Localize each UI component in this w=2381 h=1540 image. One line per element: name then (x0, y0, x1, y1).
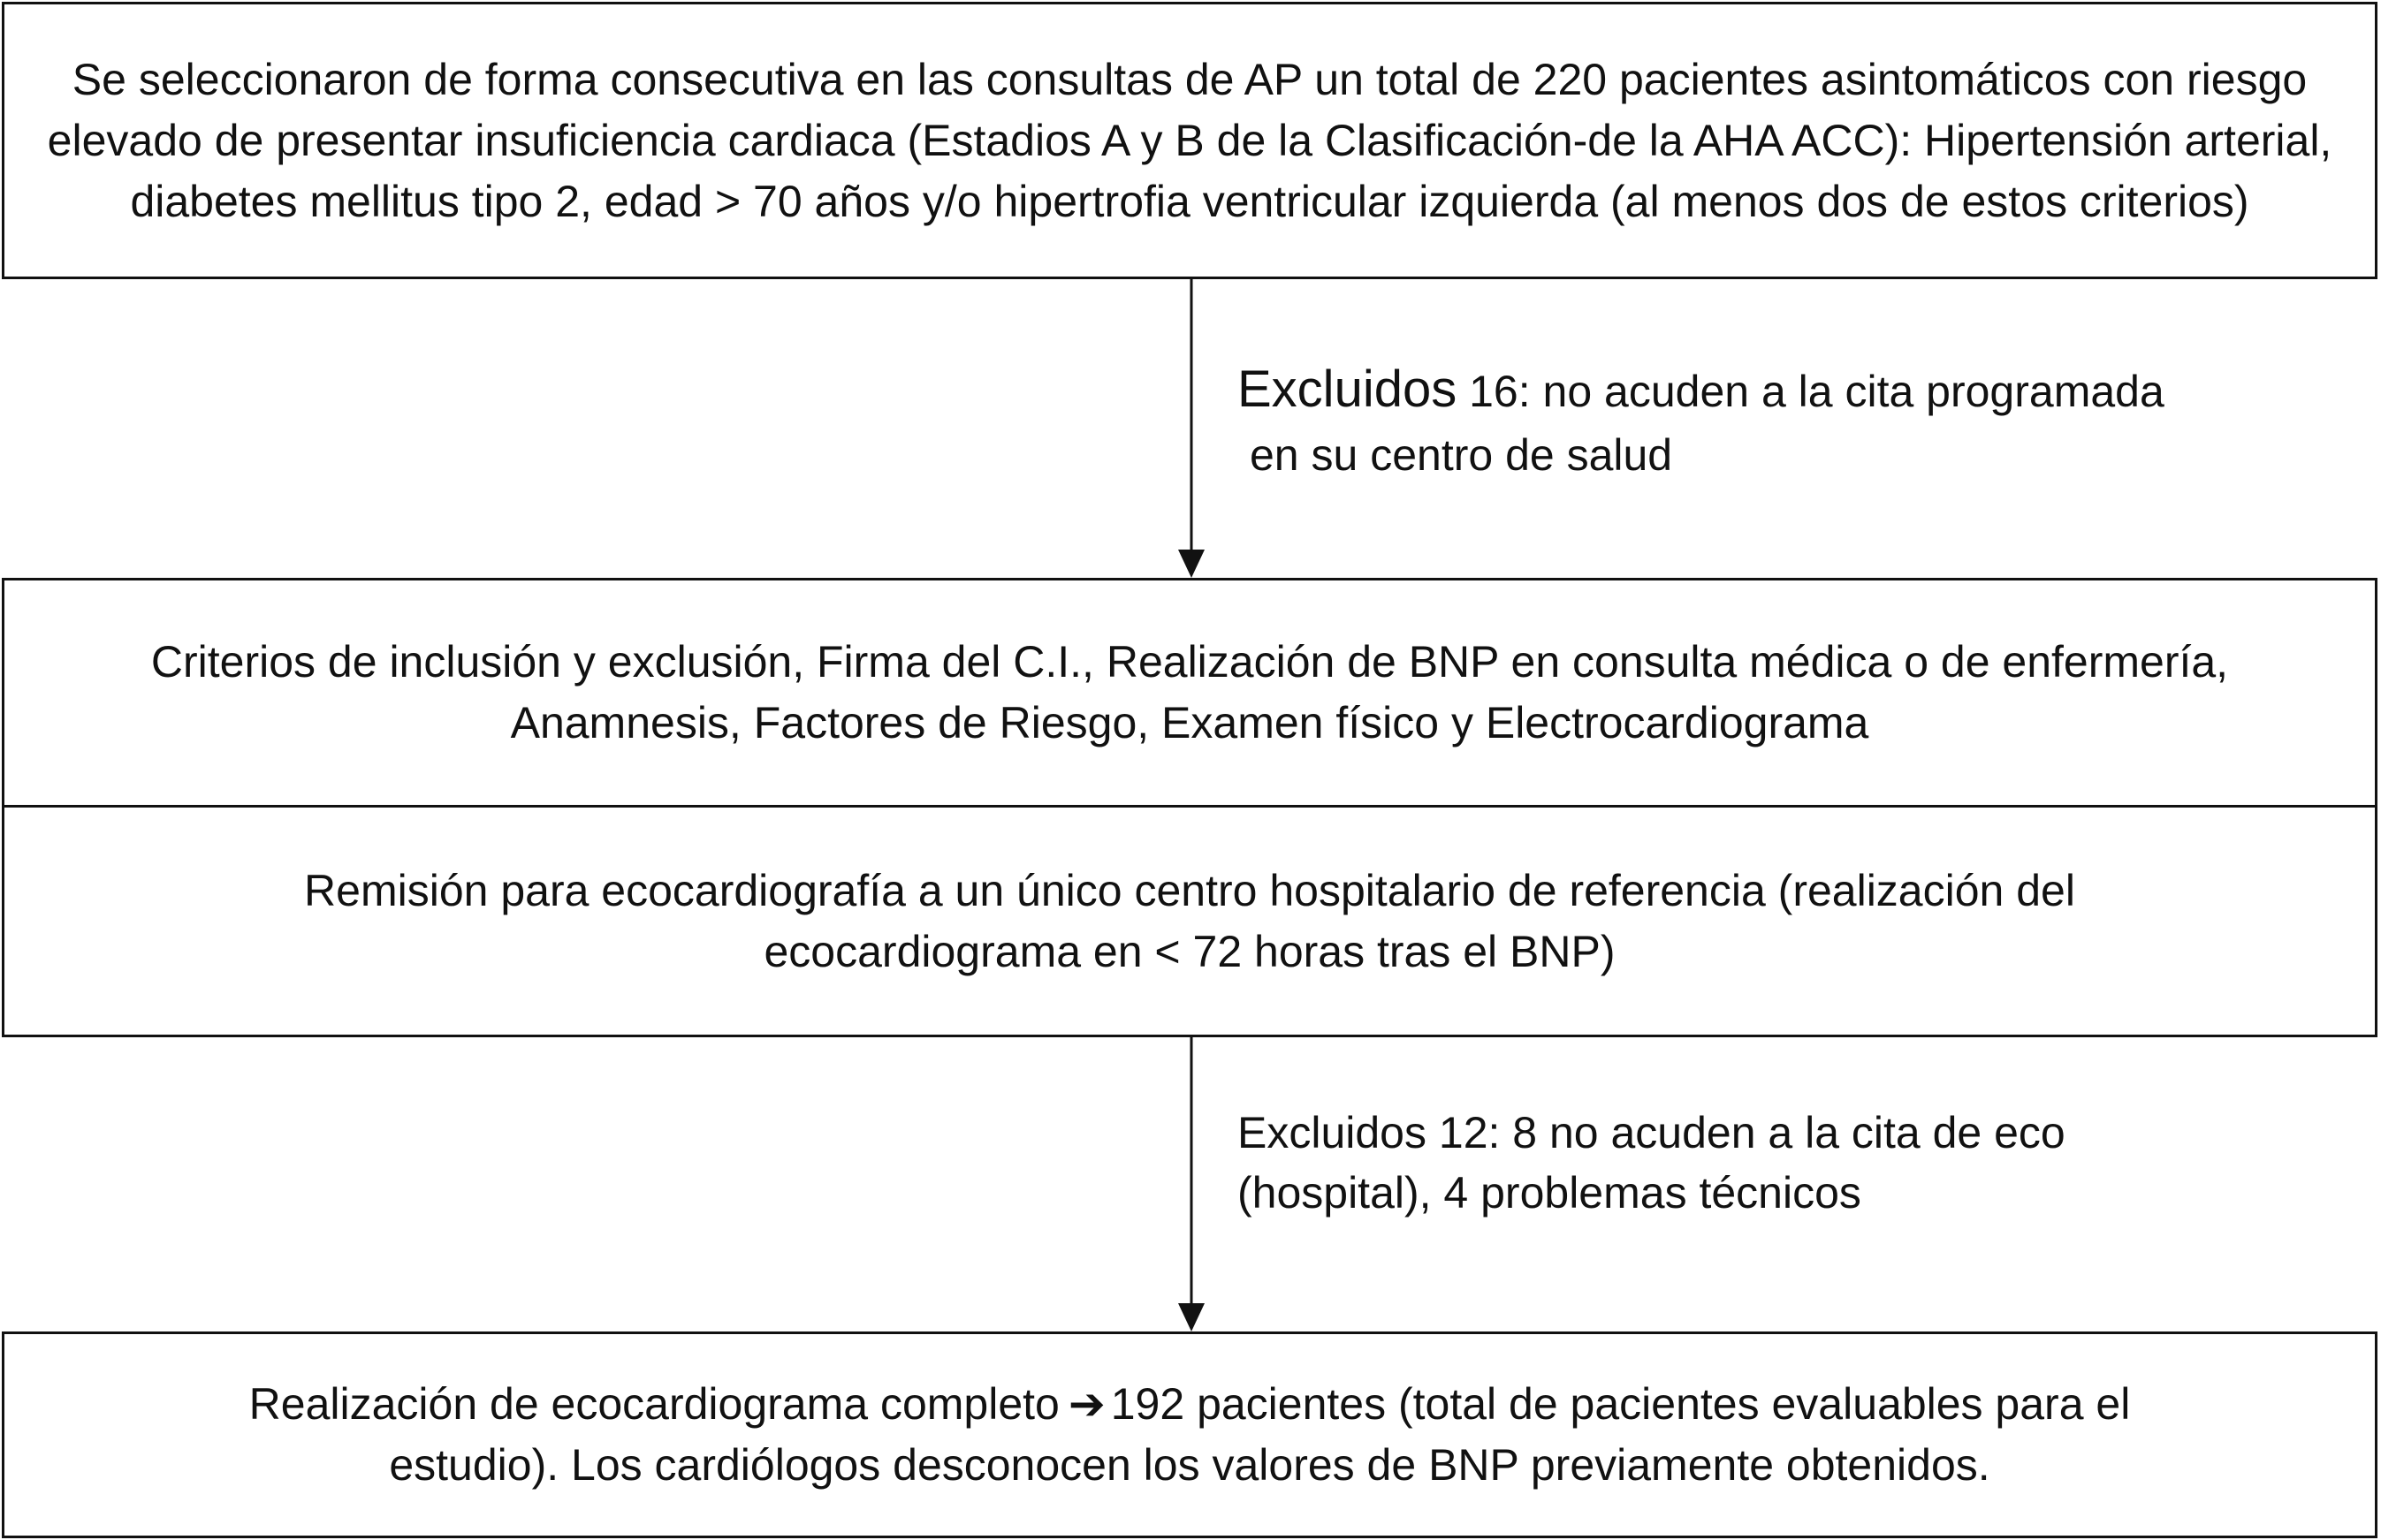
flow-arrow-1 (1174, 279, 1209, 578)
referral-line-1: Remisión para ecocardiografía a un único centro hospitalario de referencia (realización del (304, 865, 2075, 915)
selection-box (2, 2, 2377, 279)
result-line-2: estudio). Los cardiólogos desconocen los valores de BNP previamente obtenidos. (389, 1440, 1990, 1490)
exclusion-2-line1: Excluidos 12: 8 no acuden a la cita de eco (1237, 1108, 2065, 1157)
flow-arrow-2 (1174, 1037, 1209, 1331)
inclusion-text (130, 632, 2249, 754)
result-line-1 (249, 1374, 2131, 1435)
exclusion-2-line2: (hospital), 4 problemas técnicos (1237, 1168, 1861, 1218)
inclusion-line-2: Anamnesis, Factores de Riesgo, Examen físico y Electrocardiograma (510, 698, 1869, 747)
referral-text (283, 861, 2096, 982)
inclusion-box (2, 578, 2377, 808)
exclusion-1-line2: en su centro de salud (1250, 429, 1673, 480)
exclusion-1-lead: Excluidos (1237, 360, 1457, 418)
exclusion-1-rest: 16: no acuden a la cita programada (1457, 367, 2164, 416)
flow-arrow-2-head (1178, 1303, 1205, 1331)
result-box (2, 1331, 2377, 1538)
result-text (228, 1374, 2152, 1496)
right-arrow-icon: ➔ (1068, 1379, 1106, 1429)
referral-box (2, 805, 2377, 1037)
exclusion-1-line1 (1237, 355, 2164, 425)
exclusion-note-2 (1237, 1103, 2065, 1223)
result-part-1: Realización de ecocardiograma completo (248, 1379, 1060, 1429)
inclusion-line-1: Criterios de inclusión y exclusión, Firma del C.I., Realización de BNP en consulta médica o de enfermería, (150, 637, 2229, 687)
result-part-2: 192 pacientes (total de pacientes evaluables para el (1110, 1379, 2131, 1429)
referral-line-2: ecocardiograma en < 72 horas tras el BNP) (764, 926, 1616, 976)
exclusion-note-1 (1237, 355, 2164, 485)
flow-arrow-1-head (1178, 550, 1205, 578)
selection-text: Se seleccionaron de forma consecutiva en las consultas de AP un total de 220 pacientes asintomáticos con riesgo elevado de presentar insuficiencia cardiaca (Estadios A y B de la Clasificación-de la AHA ACC): Hipertensión arterial, diabetes mellitus tipo 2, edad > 70 años y/o hipertrofia ventricular izquierda (al menos dos de estos criterios) (47, 54, 2332, 226)
